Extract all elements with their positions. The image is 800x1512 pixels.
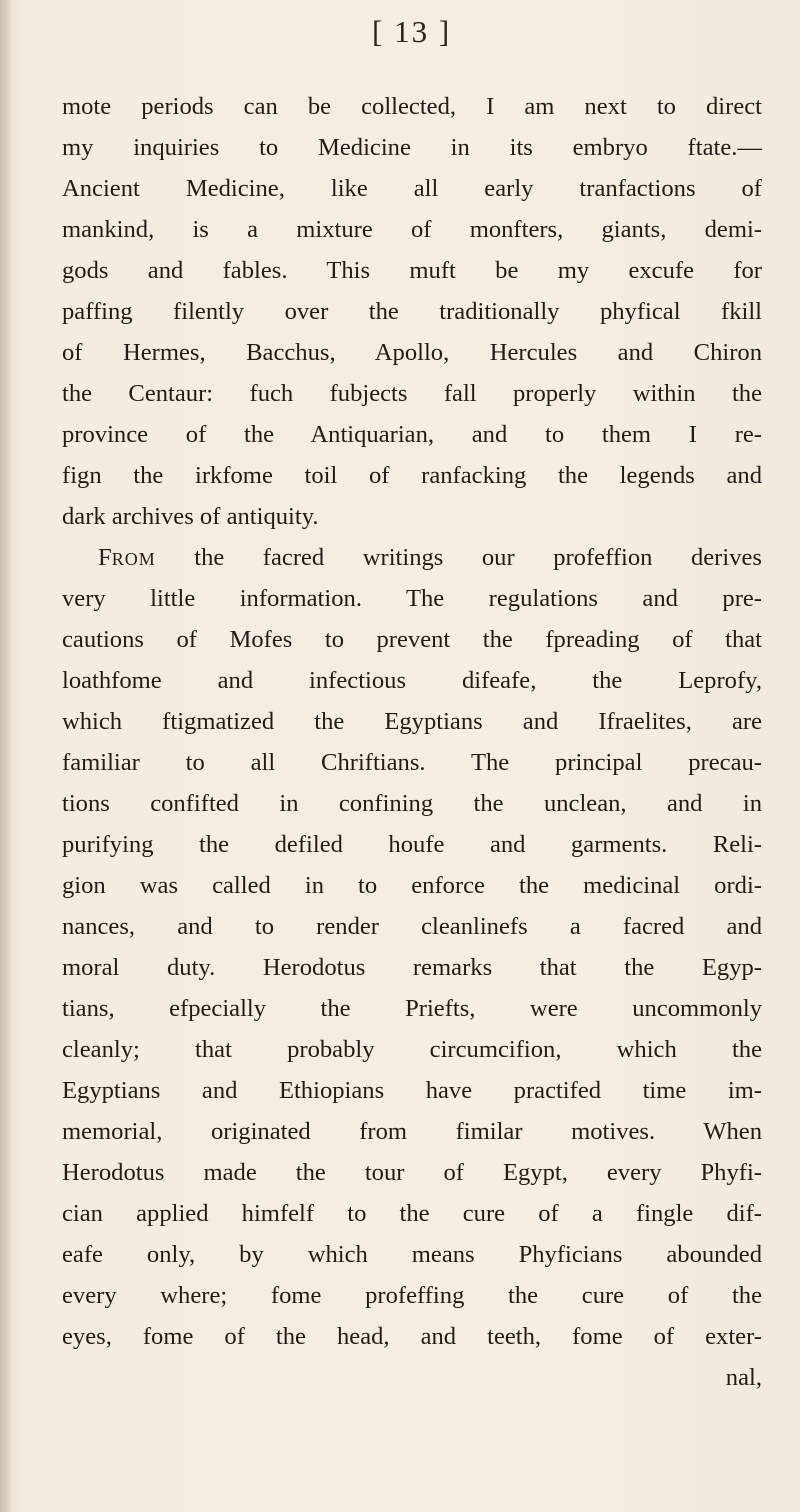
catchword: nal, bbox=[725, 1364, 762, 1391]
text-line: province of the Antiquarian, and to them I re- bbox=[62, 421, 762, 448]
text-line: nances, and to render cleanlinefs a facred and bbox=[62, 913, 762, 940]
text-line: loathfome and infectious difeafe, the Leprofy, bbox=[62, 667, 762, 694]
page-gutter bbox=[0, 0, 10, 1512]
text-line: eyes, fome of the head, and teeth, fome of exter- bbox=[62, 1323, 762, 1350]
body-text bbox=[62, 86, 762, 1398]
text-line: cautions of Mofes to prevent the fpreading of that bbox=[62, 626, 762, 653]
text-line: mankind, is a mixture of monfters, giants, demi- bbox=[62, 216, 762, 243]
text-line: tians, efpecially the Priefts, were uncommonly bbox=[62, 995, 762, 1022]
paragraph-start-line bbox=[62, 537, 762, 578]
text-line: every where; fome profeffing the cure of the bbox=[62, 1282, 762, 1309]
text-line: fign the irkfome toil of ranfacking the legends and bbox=[62, 462, 762, 489]
text-line: tions confifted in confining the unclean, and in bbox=[62, 790, 762, 817]
text-line: moral duty. Herodotus remarks that the Egyp- bbox=[62, 954, 762, 981]
drop-initial: F bbox=[98, 544, 112, 571]
text-line: of Hermes, Bacchus, Apollo, Hercules and Chiron bbox=[62, 339, 762, 366]
text-line: cleanly; that probably circumcifion, which the bbox=[62, 1036, 762, 1063]
text-line: my inquiries to Medicine in its embryo ftate.— bbox=[62, 134, 762, 161]
text-line: eafe only, by which means Phyficians abounded bbox=[62, 1241, 762, 1268]
text-line: dark archives of antiquity. bbox=[62, 503, 319, 530]
text-line: Herodotus made the tour of Egypt, every Phyfi- bbox=[62, 1159, 762, 1186]
text-line: gods and fables. This muft be my excufe for bbox=[62, 257, 762, 284]
text-line: Egyptians and Ethiopians have practifed time im- bbox=[62, 1077, 762, 1104]
small-caps-rest: ROM bbox=[111, 549, 156, 569]
text-line: gion was called in to enforce the medicinal ordi- bbox=[62, 872, 762, 899]
text-line-rest: the facred writings our profeffion derives bbox=[194, 544, 762, 571]
page-number: [ 13 ] bbox=[372, 14, 452, 49]
text-line: cian applied himfelf to the cure of a fingle dif- bbox=[62, 1200, 762, 1227]
small-caps-word bbox=[98, 544, 156, 571]
text-line: paffing filently over the traditionally phyfical fkill bbox=[62, 298, 762, 325]
text-line: mote periods can be collected, I am next to direct bbox=[62, 93, 762, 120]
text-line: which ftigmatized the Egyptians and Ifraelites, are bbox=[62, 708, 762, 735]
text-line: purifying the defiled houfe and garments. Reli- bbox=[62, 831, 762, 858]
text-line: very little information. The regulations and pre- bbox=[62, 585, 762, 612]
text-line: the Centaur: fuch fubjects fall properly within the bbox=[62, 380, 762, 407]
text-line: familiar to all Chriftians. The principal precau- bbox=[62, 749, 762, 776]
text-line: memorial, originated from fimilar motives. When bbox=[62, 1118, 762, 1145]
text-line: Ancient Medicine, like all early tranfactions of bbox=[62, 175, 762, 202]
